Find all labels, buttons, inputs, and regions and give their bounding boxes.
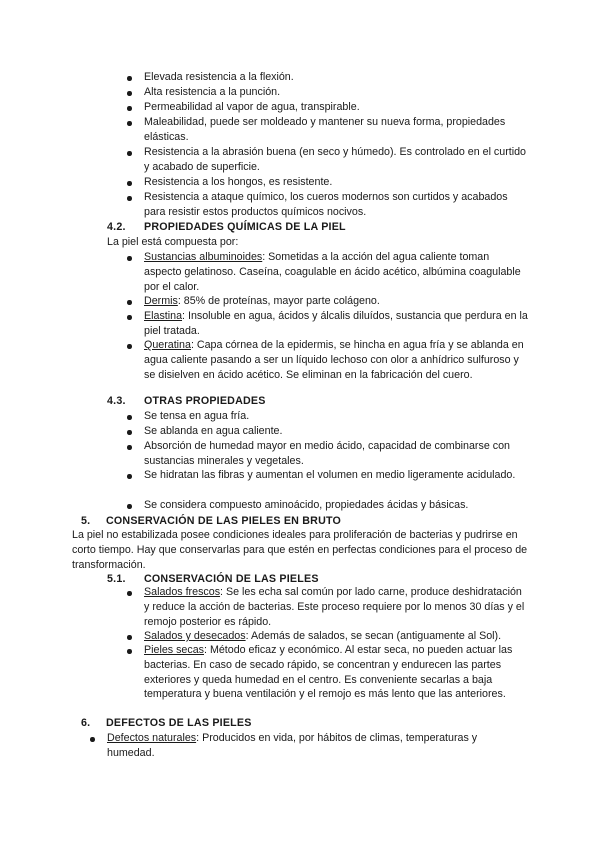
bullet-icon — [127, 76, 132, 81]
term-description: : 85% de proteínas, mayor parte colágeno. — [177, 295, 380, 307]
term-label: Salados y desecados — [144, 630, 246, 642]
bullet-icon — [127, 649, 132, 654]
bullet-icon — [127, 415, 132, 420]
list-item-text — [144, 338, 528, 382]
section-number: 6. — [81, 717, 91, 729]
section-heading-6 — [81, 716, 531, 731]
bullet-icon — [90, 737, 95, 742]
term-description: : Insoluble en agua, ácidos y álcalis diluídos, sustancia que perdura en la piel tratada. — [144, 310, 528, 337]
list-item-text: Resistencia a los hongos, es resistente. — [144, 176, 333, 188]
term-label: Salados frescos — [144, 586, 221, 598]
term-description: : Se les echa sal común por lado carne, produce deshidratación y reduce la acción de bacterias. Este proceso requiere por lo menos 30 días y el remojo posterior es rápido. — [144, 586, 525, 628]
term-label: Dermis — [144, 295, 178, 307]
list-item-text: Elevada resistencia a la flexión. — [144, 71, 294, 83]
list-item-text: Resistencia a ataque químico, los cueros modernos son curtidos y acabados para resistir estos productos químicos nocivos. — [144, 191, 508, 218]
term-label: Elastina — [144, 310, 183, 322]
bullet-icon — [127, 430, 132, 435]
bullet-icon — [127, 504, 132, 509]
list-item-text — [144, 309, 528, 339]
bullet-icon — [127, 256, 132, 261]
term-description: : Sometidas a la acción del agua caliente toman aspecto gelatinoso. Caseína, coagulable en ácido acético, albúmina coagulable por el calor. — [144, 251, 521, 293]
term-description: : Método eficaz y económico. Al estar seca, no pueden actuar las bacterias. En caso de secado rápido, se concentran y endurecen las partes exteriores y queda humedad en el centro. Es conveniente secarlas a baja temperatura y buena ventilación y el remojo es más lento que las anteriores. — [144, 644, 513, 701]
bullet-icon — [127, 474, 132, 479]
term-label: Sustancias albuminoides — [144, 251, 263, 263]
list-item-text: Permeabilidad al vapor de agua, transpirable. — [144, 101, 360, 113]
section-number: 5. — [81, 515, 91, 527]
section-title: PROPIEDADES QUÍMICAS DE LA PIEL — [144, 221, 346, 233]
bullet-icon — [127, 300, 132, 305]
section-title: DEFECTOS DE LAS PIELES — [106, 717, 252, 729]
list-item-text: Absorción de humedad mayor en medio ácido, capacidad de combinarse con sustancias minerales y vegetales. — [144, 440, 510, 467]
section-paragraph: La piel no estabilizada posee condiciones ideales para proliferación de bacterias y pudrirse en corto tiempo. Hay que conservarlas para que estén en perfectas condiciones para el proceso de transformación. — [72, 529, 528, 571]
bullet-icon — [127, 196, 132, 201]
bullet-icon — [127, 181, 132, 186]
list-item-text — [144, 294, 528, 309]
term-description: : Capa córnea de la epidermis, se hincha en agua fría y se ablanda en agua caliente pasando a ser un líquido lechoso con olor a anhídrico sulfuroso y se disielven en ácido acético. Se eliminan en la fabricación del cuero. — [144, 339, 524, 381]
section-number: 4.2. — [107, 221, 126, 233]
bullet-icon — [127, 91, 132, 96]
list-item-text — [144, 585, 528, 629]
term-label: Pieles secas — [144, 644, 204, 656]
list-item-text: Se considera compuesto aminoácido, propiedades ácidas y básicas. — [144, 499, 469, 511]
section-title: CONSERVACIÓN DE LAS PIELES EN BRUTO — [106, 515, 342, 527]
bullet-icon — [127, 151, 132, 156]
bullet-icon — [127, 121, 132, 126]
list-item-text: Maleabilidad, puede ser moldeado y mantener su nueva forma, propiedades elásticas. — [144, 116, 506, 143]
bullet-icon — [127, 445, 132, 450]
list-item-text: Resistencia a la abrasión buena (en seco y húmedo). Es controlado en el curtido y acabado de superficie. — [144, 146, 527, 173]
section-number: 4.3. — [107, 395, 126, 407]
list-item-text — [144, 629, 528, 644]
term-description: : Además de salados, se secan (antiguamente al Sol). — [245, 630, 502, 642]
list-item-text: Se hidratan las fibras y aumentan el volumen en medio ligeramente acidulado. — [144, 469, 516, 481]
section-title: OTRAS PROPIEDADES — [144, 395, 266, 407]
bullet-icon — [127, 344, 132, 349]
section-title: CONSERVACIÓN DE LAS PIELES — [144, 573, 319, 585]
bullet-icon — [127, 591, 132, 596]
section-heading-4-2 — [107, 220, 527, 235]
bullet-icon — [127, 635, 132, 640]
list-item-text — [144, 643, 528, 702]
list-item-text: Se ablanda en agua caliente. — [144, 425, 283, 437]
bullet-icon — [127, 106, 132, 111]
term-label: Queratina — [144, 339, 191, 351]
list-item-text — [144, 250, 528, 294]
term-description: : Producidos en vida, por hábitos de climas, temperaturas y humedad. — [107, 732, 478, 759]
list-item-text: Alta resistencia a la punción. — [144, 86, 281, 98]
term-label: Defectos naturales — [107, 732, 197, 744]
section-heading-4-3 — [107, 394, 527, 409]
section-number: 5.1. — [107, 573, 126, 585]
section-heading-5 — [81, 514, 531, 529]
section-intro: La piel está compuesta por: — [107, 236, 239, 248]
list-item-text: Se tensa en agua fría. — [144, 410, 250, 422]
bullet-icon — [127, 315, 132, 320]
list-item-text — [107, 731, 507, 761]
